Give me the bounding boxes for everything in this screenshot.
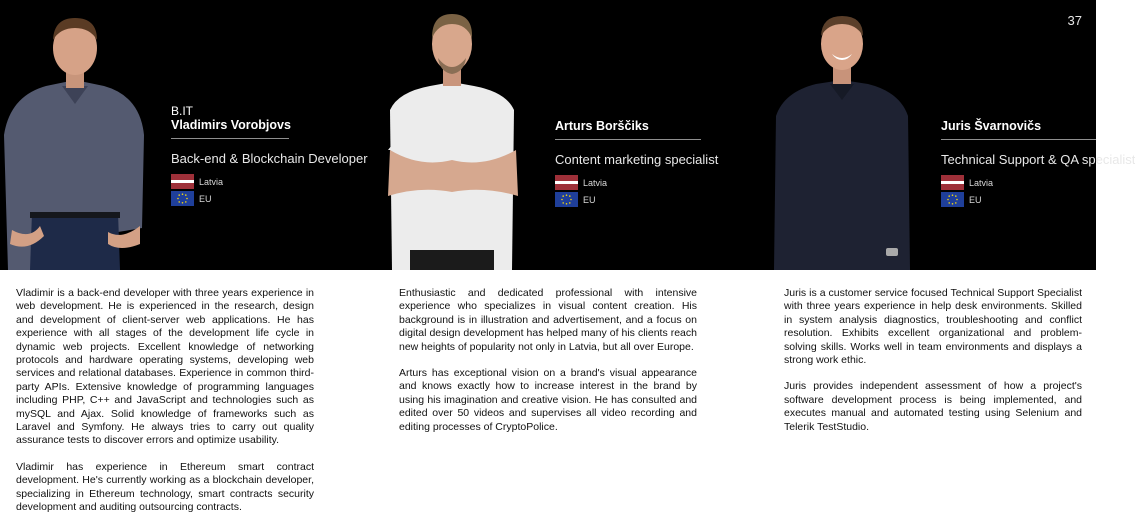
bio-paragraph: Enthusiastic and dedicated professional with intensive experience who specializes in visual content creation. His background is in illustration and advertisement, and a focus on digital design development has helped many of his clients reach new heights of popularity not only in Latvia, but all over Europe. — [399, 287, 697, 353]
member-name: Arturs Borščiks — [555, 119, 649, 133]
member-role: Back-end & Blockchain Developer — [171, 151, 368, 166]
name-underline — [555, 139, 701, 140]
portrait-juris — [770, 0, 915, 270]
region-row — [171, 191, 368, 206]
bio-paragraph: Arturs has exceptional vision on a brand's visual appearance and knows exactly how to increase interest in the brand by using his imagination and creative vision. He has consulted and edited over 50 videos and supervises all video recording and editing processes of CryptoPolice. — [399, 367, 697, 433]
country-label: Latvia — [199, 176, 224, 187]
member-info-arturs — [555, 119, 718, 207]
name-underline — [941, 139, 1096, 140]
portrait-arturs — [380, 0, 525, 270]
member-name: Vladimirs Vorobjovs — [171, 118, 291, 132]
portrait-vladimirs — [0, 0, 150, 270]
bio-column-vladimirs — [16, 287, 314, 528]
country-row — [555, 175, 718, 190]
eu-flag-icon — [941, 192, 964, 207]
country-label: Latvia — [583, 177, 608, 188]
bio-column-juris — [784, 287, 1082, 447]
region-row — [941, 192, 1135, 207]
company-label: B.IT — [171, 104, 194, 118]
bio-paragraph: Juris is a customer service focused Technical Support Specialist with three years experience in help desk environments. Skilled in system analysis diagnostics, troubleshooting and conflict resolution. Exhibits excellent organizational and problem-solving skills. Works well in team environments and displays a strong work ethic. — [784, 287, 1082, 367]
bio-paragraph: Vladimir has experience in Ethereum smart contract development. He's currently working as a blockchain developer, specializing in Ethereum technology, smart contracts security development and auditing outsourcing contracts. — [16, 460, 314, 514]
latvia-flag-icon — [941, 175, 964, 190]
eu-flag-icon — [171, 191, 194, 206]
latvia-flag-icon — [555, 175, 578, 190]
member-name: Juris Švarnovičs — [941, 119, 1042, 133]
page-number: 37 — [1067, 13, 1082, 28]
eu-flag-icon — [555, 192, 578, 207]
country-row — [941, 175, 1135, 190]
region-row — [555, 192, 718, 207]
country-label: Latvia — [969, 177, 994, 188]
region-label: EU — [199, 193, 212, 204]
latvia-flag-icon — [171, 174, 194, 189]
member-info-vladimirs — [171, 104, 368, 206]
region-label: EU — [969, 194, 982, 205]
bio-column-arturs — [399, 287, 697, 447]
bio-paragraph: Vladimir is a back-end developer with three years experience in web development. He is experienced in the research, design and development of client-server web applications. He has experience with all stages of the development life cycle in dynamic web projects. Excellent knowledge of networking protocols and hardware operating systems, developing web services and relational databases. Experience in common third-party APIs. Extensive knowledge of programming languages including PHP, C++ and JavaScript and technologies such as mySQL and Ajax. Solid knowledge of frameworks such as Laravel and Symfony. He always tries to carry out quality assurance tests to discover errors and optimize usability. — [16, 287, 314, 447]
name-underline — [171, 138, 289, 139]
region-label: EU — [583, 194, 596, 205]
member-role: Technical Support & QA specialist — [941, 152, 1135, 167]
bio-paragraph: Juris provides independent assessment of how a project's software development process is being implemented, and executes manual and automated testing using Selenium and Telerik TestStudio. — [784, 380, 1082, 433]
member-role: Content marketing specialist — [555, 152, 719, 167]
country-row — [171, 174, 368, 189]
member-info-juris — [941, 119, 1135, 207]
